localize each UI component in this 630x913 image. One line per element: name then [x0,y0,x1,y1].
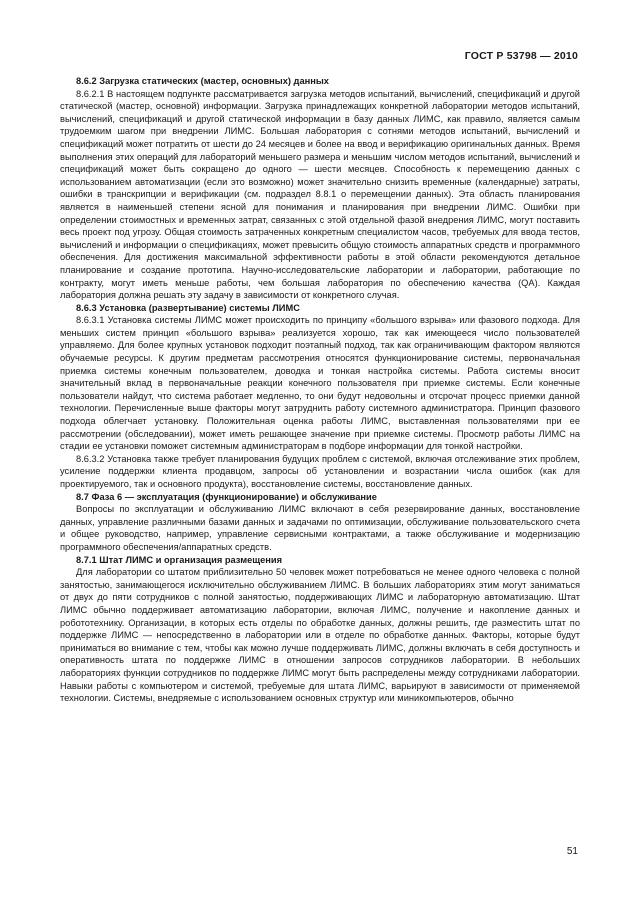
body-paragraph: 8.6.3.2 Установка также требует планирования будущих проблем с системой, включая отслеживание этих проблем, усиление поддержки клиента продавцом, запросы об установлении и возрастании числа ошибок (как для проектируемого, так и основного продукта), восстановление системы, восстановление данных. [60,453,580,489]
standard-header: ГОСТ Р 53798 — 2010 [464,50,578,62]
section-heading: 8.6.2 Загрузка статических (мастер, основных) данных [76,76,329,86]
page-number: 51 [566,846,578,857]
section-heading: 8.7.1 Штат ЛИМС и организация размещения [76,554,283,565]
body-paragraph: 8.6.2.1 В настоящем подпункте рассматривается загрузка методов испытаний, вычислений, спецификаций и другой статической (мастер, основной) информации. Загрузка принадлежащих конкретной лаборатории методов испытаний, вычислений, спецификаций и другой статической информации в базу данных ЛИМС, как правило, является самым трудоемким шагом при внедрении ЛИМС. Большая лаборатория с сотнями методов испытаний, вычислений и спецификаций может потратить от шести до 24 месяцев и более на ввод и верификацию оригинальных данных. Время выполнения этих операций для лабораторий меньшего размера и меньшим числом методов испытаний, вычислений и спецификаций может быть сокращено до одного — шести месяцев. Способность к перемещению данных с использованием автоматизации (если это возможно) может значительно снизить временные (календарные) затраты, ошибки в транскрипции и верификации (см. подраздел 8.8.1 о перемещении данных). Эта область планирования является в наименьшей степени ясной для понимания и планирования при внедрении ЛИМС. Ошибки при определении стоимостных и временных затрат, связанных с этой отдельной фазой внедрения ЛИМС, могут поставить весь проект под угрозу. Общая стоимость затраченных конкретным специалистом часов, требуемых для ввода тестов, вычислений и информации о спецификациях, может превысить общую стоимость аппаратных средств и программного обеспечения. Для достижения максимальной эффективности работы в этой области рекомендуются детальное планирование и создание прототипа. Научно-исследовательские лаборатории и лаборатории, работающие по контракту, могут иметь меньше работы, чем большая лаборатория по обеспечению качества (QA). Каждая лаборатория должна решать эту задачу в зависимости от конкретного случая. [60,88,580,301]
body-paragraph: 8.6.3.1 Установка системы ЛИМС может происходить по принципу «большого взрыва» или фазового подхода. Для меньших систем принцип «большого взрыва» реализуется хорошо, так как имеющееся число пользователей управляемо. Для более крупных установок подходит поэтапный подход, так как ограничивающим фактором являются обучаемые ресурсы. К другим предметам рассмотрения относятся функционирование системы, первоначальная приемка системы конечным пользователем, доводка и тонкая настройка системы. Работа системы вносит значительный вклад в первоначальные реакции конечного пользователя при приемке системы. Если конечные пользователи найдут, что система работает медленно, то они будут недовольны и отсрочат процесс приемки данной технологии. Перечисленные выше факторы могут затруднить работу системного администратора. Принцип фазового подхода облегчает установку. Положительная оценка работы ЛИМС, выставленная пользователями при ее рассмотрении (обследовании), может иметь решающее значение при приемке системы. Просмотр работы ЛИМС на стадии ее установки поможет системным администраторам в подборе информации для тонкой настройки. [60,315,580,452]
body-paragraph: Для лаборатории со штатом приблизительно 50 человек может потребоваться не менее одного человека с полной занятостью, занимающегося исключительно обслуживанием ЛИМС. В больших лабораториях этим могут заниматься от двух до пяти сотрудников с полной занятостью, поддерживающих ЛИМС и лабораторную автоматизацию. Штат ЛИМС обычно поддерживает автоматизацию лаборатории, включая ЛИМС, получение и накопление данных и робототехнику. Организации, в которых есть отделы по обработке данных, должны решить, где разместить штат по поддержке ЛИМС — непосредственно в лаборатории или в отделе по обработке данных. Факторы, которые будут приниматься во внимание с тем, чтобы как можно лучше поддерживать ЛИМС, должны включать в себя доступность и оперативность штата по поддержке ЛИМС в отношении запросов сотрудников лаборатории. В небольших лабораториях функции сотрудников по поддержке ЛИМС могут быть распределены между сотрудниками лаборатории. Навыки работы с компьютером и системой, требуемые для штата ЛИМС, варьируют в зависимости от применяемой технологии. Системы, внедряемые с использованием основных структур или миникомпьютеров, обычно [60,567,580,704]
section-heading: 8.7 Фаза 6 — эксплуатация (функционирование) и обслуживание [76,491,377,502]
document-body [60,75,580,705]
body-paragraph: Вопросы по эксплуатации и обслуживанию ЛИМС включают в себя резервирование данных, восстановление данных, управление различными базами данных и задачами по оптимизации, обслуживание пользовательского счета и общее руководство, например, управление сервисными контрактами, а также обслуживание и модернизацию программного обеспечения/аппаратных средств. [60,504,580,552]
section-heading: 8.6.3 Установка (развертывание) системы ЛИМС [76,302,300,313]
